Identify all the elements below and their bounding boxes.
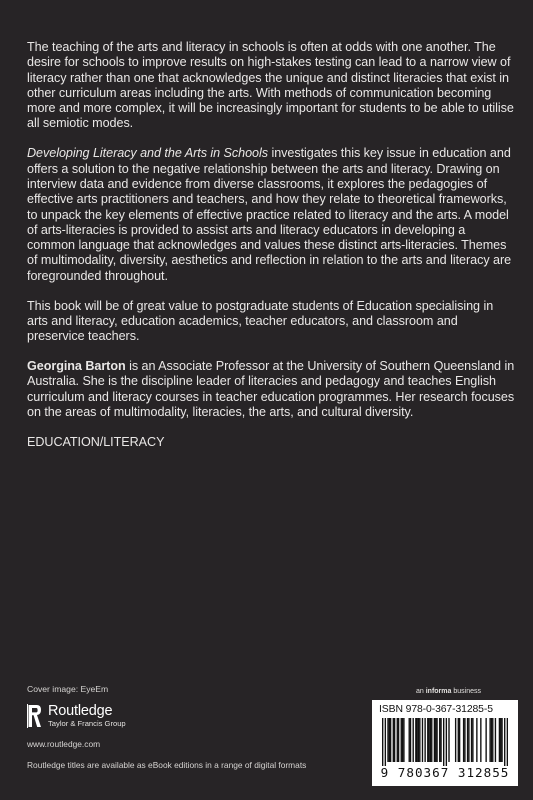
informa-brand: informa (425, 688, 452, 695)
blurb-paragraph-book (27, 146, 515, 284)
barcode-bar (394, 718, 395, 762)
barcode-bar (459, 718, 460, 762)
author-bio-text: is an Associate Professor at the University of Southern Queensland in Australia. She is the discipline leader of literacies and pedagogy and teaches English curriculum and literacy courses in teacher education programmes. Her research focuses on the areas of multimodality, literacies, the arts, and cultural diversity. (27, 359, 515, 420)
barcode-bar (464, 718, 465, 762)
barcode-bar (397, 718, 398, 762)
barcode-bar (499, 718, 500, 762)
barcode-bar (491, 718, 492, 762)
barcode-bar (428, 718, 429, 762)
barcode-bar (489, 718, 490, 762)
barcode-bar (480, 718, 481, 762)
publisher-group: Taylor & Francis Group (48, 719, 126, 728)
barcode-bar (495, 718, 496, 762)
barcode-digits: 9 780367 312855 (380, 765, 510, 780)
barcode-bar (415, 718, 416, 762)
subject-category: EDUCATION/LITERACY (27, 434, 165, 449)
barcode-bar (476, 718, 477, 762)
barcode-bar (431, 718, 432, 762)
barcode-bar (382, 718, 383, 766)
barcode-bar (458, 718, 459, 762)
blurb-paragraph-audience: This book will be of great value to postgraduate students of Education specialising in arts and literacy, education academics, teacher educators, and classroom and preservice teachers. (27, 298, 494, 344)
barcode-bar (389, 718, 390, 762)
barcode-bar (413, 718, 414, 762)
blurb-paragraph-intro: The teaching of the arts and literacy in schools is often at odds with one another. The desire for schools to improve results on high-stakes testing can lead to a narrow view of literacy rather than one that acknowledges the unique and distinct literacies that exist in other curriculum areas including the arts. With methods of communication becoming more and more complex, it will be increasingly important for students to be able to utilise all semiotic modes. (27, 40, 514, 131)
barcode-bar (492, 718, 493, 762)
barcode-bar (410, 718, 411, 762)
back-cover-blurb (27, 40, 515, 465)
publisher-logo (27, 704, 126, 728)
barcode-bar (472, 718, 473, 762)
author-name: Georgina Barton (27, 359, 126, 374)
barcode-bar (440, 718, 441, 762)
barcode-bar (402, 718, 403, 762)
barcode-bar (401, 718, 402, 762)
barcode-bar (393, 718, 394, 762)
publisher-name: Routledge (48, 703, 113, 719)
barcode-bar (500, 718, 501, 762)
barcode-bar (504, 718, 505, 766)
barcode-bar (434, 718, 435, 762)
barcode-bar (430, 718, 431, 762)
author-bio (27, 359, 515, 420)
barcode-bar (471, 718, 472, 762)
isbn-barcode (372, 700, 518, 786)
cover-image-credit: Cover image: EyeEm (27, 684, 109, 694)
barcode-bar (455, 718, 456, 762)
informa-business-tag (416, 688, 481, 695)
book-title: Developing Literacy and the Arts in Schools (27, 146, 268, 161)
barcode-bar (418, 718, 419, 762)
barcode-bar (390, 718, 391, 762)
barcode-bar (427, 718, 428, 762)
barcode-bar (409, 718, 410, 762)
barcode-bar (468, 718, 469, 762)
barcode-bar (419, 718, 420, 762)
informa-suffix: business (451, 688, 481, 695)
barcode-bar (387, 718, 388, 762)
routledge-logo-icon (27, 704, 42, 728)
barcode-bar (501, 718, 502, 762)
barcode-bars (382, 718, 508, 766)
publisher-website: www.routledge.com (27, 739, 101, 749)
barcode-bar (439, 718, 440, 762)
ebook-availability-note: Routledge titles are available as eBook editions in a range of digital formats (27, 760, 307, 770)
barcode-bar (485, 718, 486, 762)
barcode-bar (507, 718, 508, 766)
barcode-bar (424, 718, 425, 762)
barcode-bar (416, 718, 417, 762)
barcode-bar (385, 718, 386, 766)
barcode-bar (436, 718, 437, 762)
informa-prefix: an (416, 688, 426, 695)
barcode-bar (467, 718, 468, 762)
barcode-bar (422, 718, 423, 762)
book-description: investigates this key issue in education and offers a solution to the negative relationship between the arts and literacy. Drawing on interview data and evidence from diverse classrooms, it explores the pedagogies of effective arts practitioners and teachers, and how they relate to theoretical frameworks, to unpack the key elements of effective practice related to literacy and the arts. A model of arts-literacies is provided to assist arts and literacy educators in developing a common language that acknowledges and values these distinct arts-literacies. Themes of multimodality, diversity, aesthetics and reflection in relation to the arts and literacy are foregrounded throughout. (27, 146, 512, 283)
barcode-bar (463, 718, 464, 762)
barcode-bar (448, 718, 449, 762)
barcode-bar (398, 718, 399, 762)
barcode-bar (435, 718, 436, 762)
barcode-bar (443, 718, 444, 766)
isbn-label: ISBN 978-0-367-31285-5 (379, 704, 493, 715)
barcode-bar (446, 718, 447, 766)
barcode-bar (403, 718, 404, 762)
